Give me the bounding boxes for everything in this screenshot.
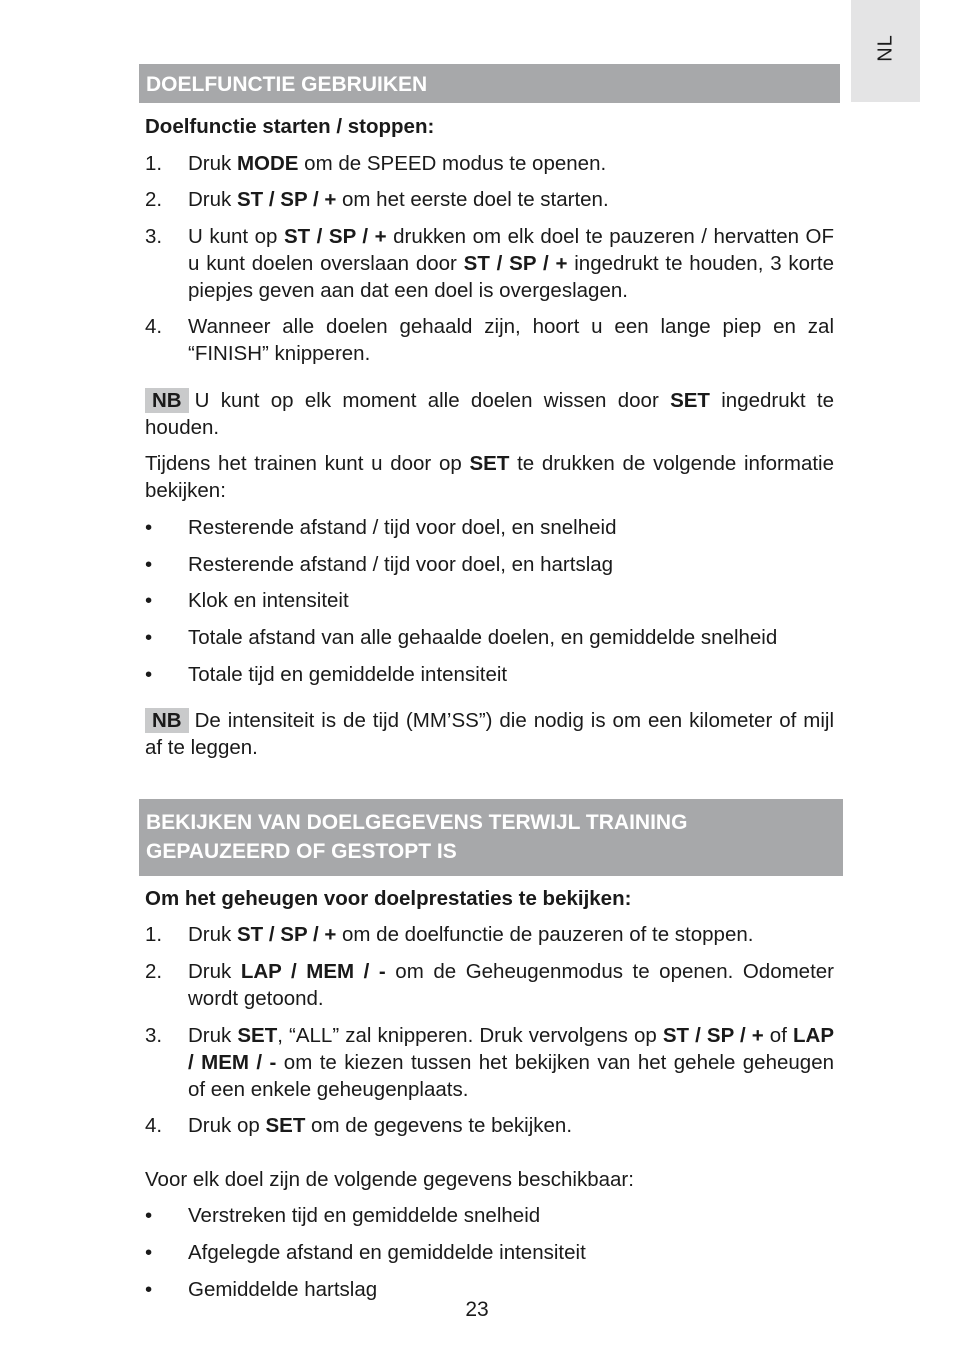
- heading-line: BEKIJKEN VAN DOELGEGEVENS TERWIJL TRAINING: [146, 811, 688, 834]
- step-text: Druk ST / SP / + om de doelfunctie de pauzeren of te stoppen.: [188, 923, 754, 946]
- bullet-marker: •: [145, 516, 153, 539]
- section1-subheading: Doelfunctie starten / stoppen:: [145, 115, 435, 138]
- nb-label: NB: [145, 388, 189, 413]
- step-text: U kunt op ST / SP / + drukken om elk doel te pauzeren / hervatten OF u kunt doelen overslaan door ST / SP / + ingedrukt te houden, 3 korte piepjes geven aan dat een doel is overgeslagen.: [188, 225, 834, 302]
- bullet-marker: •: [145, 589, 153, 612]
- bullet-text: Totale tijd en gemiddelde intensiteit: [188, 663, 508, 686]
- bold-text: LAP / MEM / -: [240, 960, 386, 983]
- bold-text: SET: [237, 1024, 278, 1047]
- bullet-text: Gemiddelde hartslag: [188, 1278, 378, 1301]
- bullet-marker: •: [145, 1241, 153, 1264]
- note-intensity: [145, 707, 834, 761]
- section2-subheading: Om het geheugen voor doelprestaties te bekijken:: [145, 887, 632, 910]
- step-number: 1.: [145, 152, 163, 175]
- bullet-marker: •: [145, 626, 153, 649]
- bold-text: ST / SP / +: [662, 1024, 764, 1047]
- bold-text: SET: [265, 1114, 306, 1137]
- step-number: 1.: [145, 923, 163, 946]
- page-number: 23: [465, 1298, 489, 1321]
- note-text: De intensiteit is de tijd (MM’SS”) die nodig is om een kilometer of mijl af te leggen.: [145, 709, 834, 759]
- bold-text: LAP / MEM / -: [188, 1024, 834, 1074]
- note-text: U kunt op elk moment alle doelen wissen door SET ingedrukt te houden.: [145, 389, 834, 439]
- bullet-text: Resterende afstand / tijd voor doel, en hartslag: [188, 553, 614, 576]
- training-info-paragraph: Tijdens het trainen kunt u door op SET te drukken de volgende informatie bekijken:: [145, 452, 834, 502]
- bold-text: ST / SP / +: [236, 188, 337, 211]
- heading-line: GEPAUZEERD OF GESTOPT IS: [146, 840, 457, 863]
- bold-text: ST / SP / +: [283, 225, 387, 248]
- step-text: Wanneer alle doelen gehaald zijn, hoort u een lange piep en zal “FINISH” knipperen.: [188, 315, 834, 365]
- nb-label: NB: [145, 708, 189, 733]
- available-data-paragraph: Voor elk doel zijn de volgende gegevens beschikbaar:: [145, 1168, 634, 1191]
- bold-text: SET: [670, 389, 710, 412]
- bold-text: MODE: [236, 152, 299, 175]
- bullet-text: Klok en intensiteit: [188, 589, 349, 612]
- step-text: Druk op SET om de gegevens te bekijken.: [188, 1114, 573, 1137]
- bullet-marker: •: [145, 1204, 153, 1227]
- step-number: 4.: [145, 1114, 163, 1137]
- bullet-marker: •: [145, 663, 153, 686]
- step-number: 2.: [145, 188, 163, 211]
- bullet-marker: •: [145, 1278, 153, 1301]
- step-text: Druk SET, “ALL” zal knipperen. Druk vervolgens op ST / SP / + of LAP / MEM / - om te kiezen tussen het bekijken van het gehele geheugen of een enkele geheugenplaats.: [188, 1024, 834, 1101]
- language-tab: [851, 0, 920, 102]
- section-heading-doelfunctie: DOELFUNCTIE GEBRUIKEN: [139, 64, 840, 103]
- step-number: 3.: [145, 225, 163, 248]
- section-heading-doelgegevens: [139, 799, 843, 876]
- bullet-text: Verstreken tijd en gemiddelde snelheid: [188, 1204, 541, 1227]
- bold-text: ST / SP / +: [236, 923, 337, 946]
- bold-text: SET: [469, 452, 510, 475]
- step-number: 2.: [145, 960, 163, 983]
- step-text: Druk LAP / MEM / - om de Geheugenmodus te openen. Odometer wordt getoond.: [188, 960, 834, 1010]
- language-tab-label: NL: [874, 34, 896, 62]
- note-clear-goals: [145, 387, 834, 441]
- bullet-text: Afgelegde afstand en gemiddelde intensiteit: [188, 1241, 586, 1264]
- step-number: 4.: [145, 315, 163, 338]
- bullet-text: Totale afstand van alle gehaalde doelen, en gemiddelde snelheid: [188, 626, 778, 649]
- bullet-marker: •: [145, 553, 153, 576]
- bullet-text: Resterende afstand / tijd voor doel, en snelheid: [188, 516, 617, 539]
- step-text: Druk ST / SP / + om het eerste doel te starten.: [188, 188, 609, 211]
- step-text: Druk MODE om de SPEED modus te openen.: [188, 152, 607, 175]
- bold-text: ST / SP / +: [463, 252, 568, 275]
- step-number: 3.: [145, 1024, 163, 1047]
